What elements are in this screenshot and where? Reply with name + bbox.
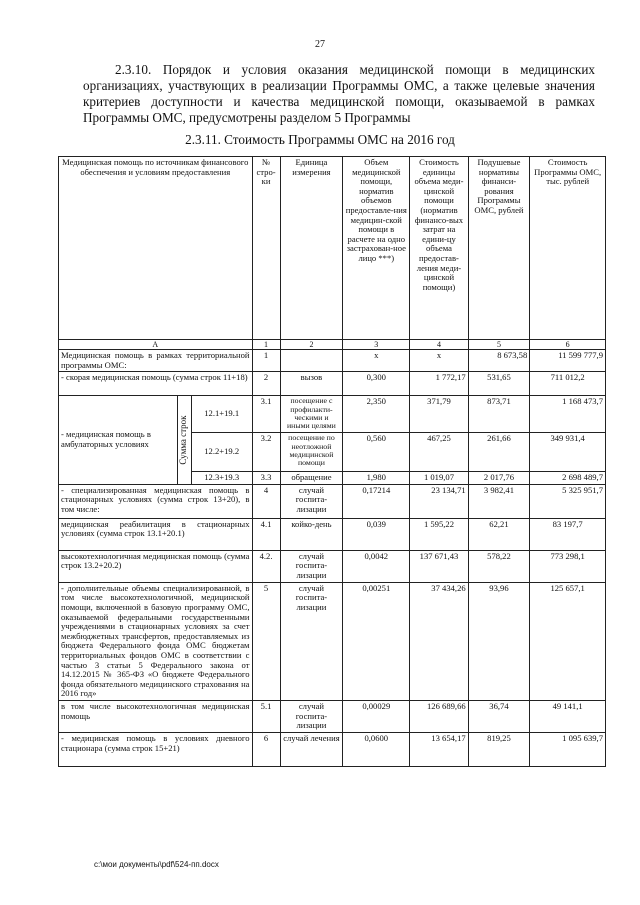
row-unit-cost: 126 689,66 [410, 700, 468, 732]
footer-file-path: с:\мои документы\pdf\524-пп.docx [94, 860, 219, 869]
row-volume: 1,980 [343, 472, 410, 485]
header-unit: Единица измерения [280, 157, 343, 340]
index-cell: 1 [252, 340, 280, 350]
row-total: 711 012,2 [530, 372, 606, 396]
row-number: 2 [252, 372, 280, 396]
row-number: 5.1 [252, 700, 280, 732]
header-per-capita: Подушевые нормативы финанси-рования Программы ОМС, рублей [468, 157, 530, 340]
cost-table [58, 156, 606, 767]
table-row [59, 582, 606, 700]
row-sum-formula: 12.2+19.2 [191, 433, 252, 472]
row-per-capita: 819,25 [468, 732, 530, 766]
row-name: - специализированная медицинская помощь в стационарных условиях (сумма строк 13+20), в том числе: [59, 484, 253, 518]
row-number: 4 [252, 484, 280, 518]
row-total: 11 599 777,9 [530, 350, 606, 372]
row-volume: 0,17214 [343, 484, 410, 518]
row-per-capita: 3 982,41 [468, 484, 530, 518]
page-number: 27 [315, 39, 325, 50]
row-total: 5 325 951,7 [530, 484, 606, 518]
sum-rows-label: Сумма строк [177, 396, 191, 485]
row-per-capita: 36,74 [468, 700, 530, 732]
row-per-capita: 8 673,58 [468, 350, 530, 372]
row-total: 1 168 473,7 [530, 396, 606, 433]
row-unit: вызов [280, 372, 343, 396]
table-row [59, 732, 606, 766]
index-cell: А [59, 340, 253, 350]
row-unit: случай госпита-лизации [280, 582, 343, 700]
row-per-capita: 578,22 [468, 550, 530, 582]
row-total: 83 197,7 [530, 518, 606, 550]
table-row [59, 700, 606, 732]
row-total: 2 698 489,7 [530, 472, 606, 485]
row-sum-formula: 12.3+19.3 [191, 472, 252, 485]
table-row [59, 484, 606, 518]
row-name: - медицинская помощь в условиях дневного стационара (сумма строк 15+21) [59, 732, 253, 766]
table-row [59, 550, 606, 582]
row-volume: 0,00251 [343, 582, 410, 700]
row-volume: 0,00029 [343, 700, 410, 732]
row-unit: посещение по неотложной медицинской помощи [280, 433, 343, 472]
row-total: 125 657,1 [530, 582, 606, 700]
row-number: 5 [252, 582, 280, 700]
row-per-capita: 531,65 [468, 372, 530, 396]
row-volume: 0,300 [343, 372, 410, 396]
row-total: 49 141,1 [530, 700, 606, 732]
row-unit: обращение [280, 472, 343, 485]
table-row [59, 518, 606, 550]
table-row [59, 372, 606, 396]
row-volume: х [343, 350, 410, 372]
row-unit-cost: 13 654,17 [410, 732, 468, 766]
row-volume: 2,350 [343, 396, 410, 433]
row-name: - скорая медицинская помощь (сумма строк 11+18) [59, 372, 253, 396]
table-row [59, 396, 606, 433]
row-number: 1 [252, 350, 280, 372]
row-unit-cost: х [410, 350, 468, 372]
index-cell: 6 [530, 340, 606, 350]
header-volume: Объем медицинской помощи, норматив объемов предоставле-ния медицин-ской помощи в расчете на одно застрахован-ное лицо ***) [343, 157, 410, 340]
row-per-capita: 261,66 [468, 433, 530, 472]
row-name: медицинская реабилитация в стационарных условиях (сумма строк 13.1+20.1) [59, 518, 253, 550]
row-unit: случай госпита-лизации [280, 700, 343, 732]
section-2-3-11-heading: 2.3.11. Стоимость Программы ОМС на 2016 год [185, 132, 455, 147]
row-unit [280, 350, 343, 372]
row-volume: 0,560 [343, 433, 410, 472]
row-unit: посещение с профилакти-ческими и иными целями [280, 396, 343, 433]
row-volume: 0,0042 [343, 550, 410, 582]
row-number: 3.3 [252, 472, 280, 485]
row-total: 773 298,1 [530, 550, 606, 582]
table-header-row [59, 157, 606, 340]
row-unit-cost: 1 595,22 [410, 518, 468, 550]
row-per-capita: 2 017,76 [468, 472, 530, 485]
header-row-number: № стро-ки [252, 157, 280, 340]
index-cell: 2 [280, 340, 343, 350]
row-number: 4.1 [252, 518, 280, 550]
row-unit: случай госпита-лизации [280, 550, 343, 582]
row-unit-cost: 467,25 [410, 433, 468, 472]
header-total-cost: Стоимость Программы ОМС, тыс. рублей [530, 157, 606, 340]
row-unit-cost: 23 134,71 [410, 484, 468, 518]
row-per-capita: 93,96 [468, 582, 530, 700]
row-sum-formula: 12.1+19.1 [191, 396, 252, 433]
table-index-row [59, 340, 606, 350]
index-cell: 4 [410, 340, 468, 350]
row-unit: случай госпита-лизации [280, 484, 343, 518]
row-name: - дополнительные объемы специализированной, в том числе высокотехнологичной, медицинской помощи, включенной в базовую программу ОМС, оказываемой федеральными государственными учреждениями в стационарных условиях за счет межбюджетных трансфертов, предоставляемых из бюджета Федерального фонда ОМС бюджетам территориальных фондов ОМС в соответствии с частью 3 статьи 5 Федерального закона от 14.12.2015 № 365-ФЗ «О бюджете Федерального фонда обязательного медицинского страхования на 2016 год» [59, 582, 253, 700]
table-row [59, 350, 606, 372]
row-unit: случай лечения [280, 732, 343, 766]
row-unit-cost: 137 671,43 [410, 550, 468, 582]
row-volume: 0,039 [343, 518, 410, 550]
row-unit-cost: 1 772,17 [410, 372, 468, 396]
row-number: 3.2 [252, 433, 280, 472]
header-care-type: Медицинская помощь по источникам финансового обеспечения и условиям предоставления [59, 157, 253, 340]
index-cell: 3 [343, 340, 410, 350]
row-name: - медицинская помощь в амбулаторных условиях [59, 396, 178, 485]
row-number: 6 [252, 732, 280, 766]
row-total: 349 931,4 [530, 433, 606, 472]
row-unit-cost: 371,79 [410, 396, 468, 433]
row-name: высокотехнологичная медицинская помощь (сумма строк 13.2+20.2) [59, 550, 253, 582]
section-2-3-10-text: 2.3.10. Порядок и условия оказания медицинской помощи в медицинских организациях, участвующих в реализации Программы ОМС, а также целевые значения критериев доступности и качества медицинской помощи, оказываемой в рамках Программы ОМС, предусмотрены разделом 5 Программы [83, 62, 595, 125]
row-unit: койко-день [280, 518, 343, 550]
row-name: в том числе высокотехнологичная медицинская помощь [59, 700, 253, 732]
row-name: Медицинская помощь в рамках территориальной программы ОМС: [59, 350, 253, 372]
row-unit-cost: 37 434,26 [410, 582, 468, 700]
row-unit-cost: 1 019,07 [410, 472, 468, 485]
row-volume: 0,0600 [343, 732, 410, 766]
row-number: 3.1 [252, 396, 280, 433]
row-number: 4.2. [252, 550, 280, 582]
header-unit-cost: Стоимость единицы объема меди-цинской помощи (норматив финансо-вых затрат на едини-цу объема предостав-ления меди-цинской помощи) [410, 157, 468, 340]
row-per-capita: 873,71 [468, 396, 530, 433]
row-total: 1 095 639,7 [530, 732, 606, 766]
row-per-capita: 62,21 [468, 518, 530, 550]
index-cell: 5 [468, 340, 530, 350]
